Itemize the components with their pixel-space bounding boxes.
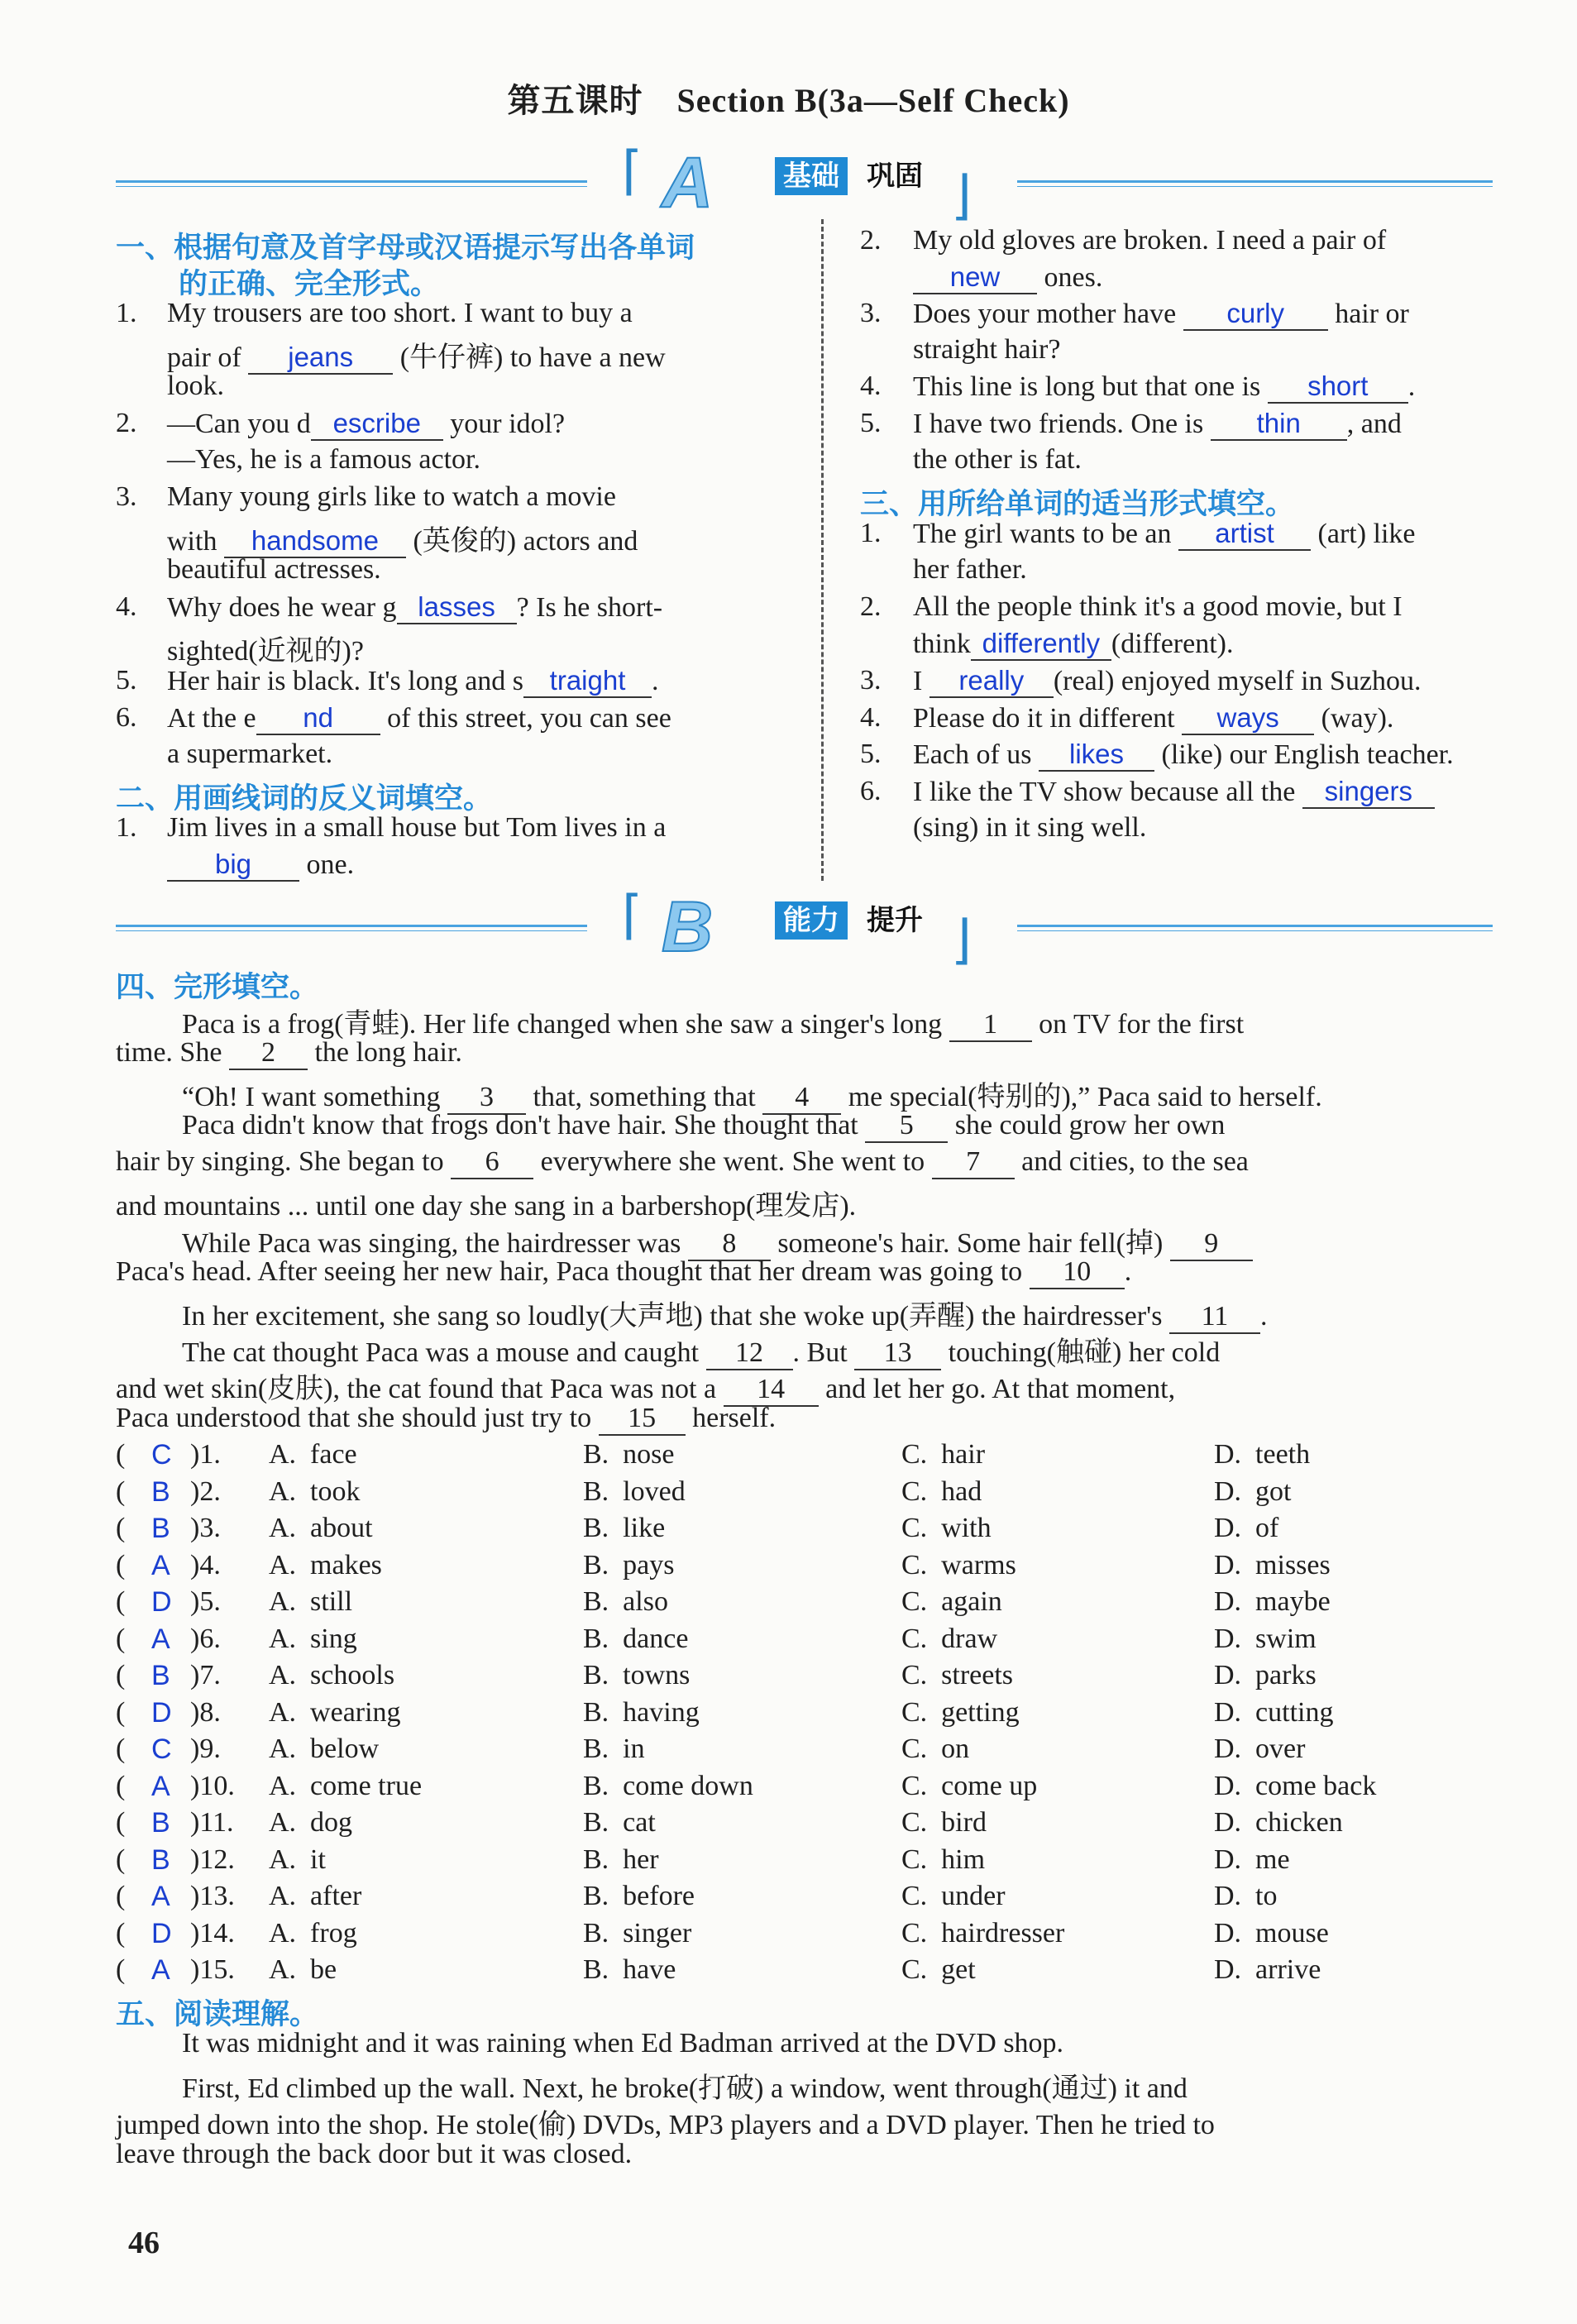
- choice-number: )7.: [190, 1660, 221, 1690]
- choice-answer[interactable]: B: [151, 1513, 170, 1544]
- banner-letter-a: A: [662, 143, 714, 222]
- part4-heading: 四、完形填空。: [116, 971, 319, 1004]
- p2-q5-line-b: the other is fat.: [913, 444, 1082, 475]
- p1-q4-line-b: sighted(近视的)?: [167, 636, 364, 667]
- cloze-blank-14[interactable]: 14: [724, 1374, 819, 1407]
- p3-q5-text-a1: Each of us: [913, 739, 1032, 770]
- p2-q2-answer[interactable]: new: [913, 261, 1037, 294]
- banner-line-right: [1017, 180, 1493, 187]
- choice-option-c[interactable]: C. streets: [901, 1660, 1014, 1690]
- choice-number: )9.: [190, 1733, 221, 1764]
- p3-q1-num: 1.: [860, 518, 882, 548]
- choice-option-c[interactable]: C. with: [901, 1513, 992, 1543]
- p3-q2-line-b: [913, 628, 1233, 661]
- cloze-blank-3[interactable]: 3: [447, 1082, 526, 1115]
- p3-q1-line-a: [913, 518, 1416, 551]
- p3-q5-text-a2: (like) our English teacher.: [1161, 739, 1454, 770]
- p1-q2-line-b: —Yes, he is a famous actor.: [167, 444, 480, 475]
- cloze-line-5: [116, 1146, 1249, 1179]
- p2-q2-line-a: My old gloves are broken. I need a pair of: [913, 225, 1387, 256]
- p3-q3-text-a2: (real) enjoyed myself in Suzhou.: [1053, 666, 1422, 696]
- p2-q3-num: 3.: [860, 298, 882, 328]
- banner-text-a: 巩固: [867, 160, 923, 193]
- p2-q2-text-b: ones.: [1044, 262, 1103, 293]
- choice-option-a[interactable]: A. after: [269, 1881, 362, 1911]
- p1-q4-text-a2: ? Is he short-: [516, 592, 663, 623]
- choice-option-b[interactable]: B. like: [583, 1513, 666, 1543]
- p2-q3-line-b: straight hair?: [913, 334, 1061, 365]
- p2-q5-num: 5.: [860, 408, 882, 438]
- p3-q2-text-b1: think: [913, 629, 971, 659]
- p1-q3-text-b2: (英俊的) actors and: [413, 526, 638, 557]
- choice-answer[interactable]: A: [151, 1549, 170, 1581]
- choice-option-a[interactable]: A. still: [269, 1586, 353, 1617]
- choice-number: )12.: [190, 1843, 235, 1875]
- p2-q4-text-a1: This line is long but that one is: [913, 371, 1261, 402]
- cloze-text: Paca didn't know that frogs don't have hair. She thought that: [182, 1110, 858, 1140]
- p1-q1-line-c: look.: [167, 371, 224, 401]
- choice-number: )3.: [190, 1513, 221, 1543]
- p3-q4-answer[interactable]: ways: [1182, 702, 1314, 735]
- choice-answer[interactable]: A: [151, 1770, 170, 1802]
- cloze-blank-13[interactable]: 13: [854, 1337, 941, 1370]
- choice-option-c[interactable]: C. warms: [901, 1549, 1016, 1580]
- p2-q1-answer[interactable]: big: [167, 849, 299, 882]
- reading-line-4: leave through the back door but it was closed.: [116, 2139, 633, 2169]
- choice-answer[interactable]: B: [151, 1475, 170, 1508]
- choice-option-b[interactable]: B. cat: [583, 1807, 656, 1838]
- p1-q3-text-b1: with: [167, 526, 217, 557]
- choice-option-d[interactable]: D. to: [1214, 1881, 1278, 1911]
- choice-option-a[interactable]: A. be: [269, 1954, 337, 1985]
- cloze-text: and wet skin(皮肤), the cat found that Paca was not a: [116, 1374, 717, 1404]
- part1-heading-1: 一、根据句意及首字母或汉语提示写出各单词: [116, 232, 695, 265]
- cloze-text: hair by singing. She began to: [116, 1146, 444, 1177]
- choice-paren: (: [116, 1660, 126, 1690]
- part2-heading: 二、用画线词的反义词填空。: [116, 782, 493, 815]
- p3-q3-num: 3.: [860, 665, 882, 696]
- cloze-text: herself.: [692, 1403, 777, 1433]
- choice-option-b[interactable]: B. in: [583, 1733, 645, 1764]
- choice-option-b[interactable]: B. towns: [583, 1660, 691, 1690]
- banner-letter-b: B: [662, 887, 714, 967]
- p1-q6-num: 6.: [116, 702, 137, 733]
- p3-q4-line-a: [913, 702, 1393, 735]
- choice-number: )5.: [190, 1586, 221, 1617]
- p2-q2-line-b: [913, 261, 1102, 294]
- p1-q1-answer[interactable]: jeans: [248, 342, 393, 375]
- choice-option-d[interactable]: D. swim: [1214, 1623, 1317, 1654]
- choice-option-a[interactable]: A. come true: [269, 1770, 423, 1801]
- cloze-blank-12[interactable]: 12: [706, 1337, 793, 1370]
- reading-line-3: jumped down into the shop. He stole(偷) DVDs, MP3 players and a DVD player. Then he tried to: [116, 2110, 1215, 2140]
- choice-paren: (: [116, 1881, 126, 1911]
- p1-q6-line-b: a supermarket.: [167, 739, 333, 769]
- choice-option-a[interactable]: A. dog: [269, 1807, 353, 1838]
- p1-q1-line-b: [167, 334, 666, 375]
- choice-option-a[interactable]: A. sing: [269, 1623, 357, 1654]
- choice-option-a[interactable]: A. schools: [269, 1660, 395, 1690]
- choice-paren: (: [116, 1770, 126, 1801]
- choice-answer[interactable]: A: [151, 1881, 170, 1912]
- choice-number: )13.: [190, 1881, 235, 1911]
- cloze-line-2: [116, 1037, 462, 1070]
- choice-paren: (: [116, 1475, 126, 1507]
- p1-q5-text-a2: .: [652, 666, 659, 696]
- p1-q2-answer[interactable]: escribe: [311, 408, 443, 441]
- choice-answer[interactable]: C: [151, 1733, 172, 1765]
- reading-line-2: First, Ed climbed up the wall. Next, he broke(打破) a window, went through(通过) it and: [182, 2073, 1188, 2104]
- choice-option-c[interactable]: C. had: [901, 1475, 982, 1507]
- banner-text-b: 提升: [867, 904, 923, 937]
- p3-q1-line-b: her father.: [913, 554, 1027, 585]
- choice-option-c[interactable]: C. under: [901, 1881, 1006, 1911]
- p1-q2-text-a1: —Can you d: [167, 409, 311, 439]
- cloze-text: Paca is a frog(青蛙). Her life changed when she saw a singer's long: [182, 1009, 943, 1040]
- p1-q3-num: 3.: [116, 481, 137, 512]
- choice-option-b[interactable]: B. nose: [583, 1439, 675, 1470]
- cloze-blank-11[interactable]: 11: [1169, 1301, 1260, 1334]
- cloze-blank-4[interactable]: 4: [762, 1082, 841, 1115]
- p1-q1-line-a: My trousers are too short. I want to buy a: [167, 298, 633, 328]
- banner-b: [116, 885, 1493, 971]
- cloze-text: In her excitement, she sang so loudly(大声地) that she woke up(弄醒) the hairdresser's: [182, 1301, 1163, 1332]
- choice-paren: (: [116, 1696, 126, 1728]
- choice-option-b[interactable]: B. also: [583, 1586, 668, 1617]
- choice-option-a[interactable]: A. makes: [269, 1549, 382, 1580]
- p1-q5-answer[interactable]: traight: [523, 665, 652, 698]
- choice-option-b[interactable]: B. having: [583, 1696, 700, 1728]
- choice-option-d[interactable]: D. chicken: [1214, 1807, 1343, 1838]
- p1-q2-num: 2.: [116, 408, 137, 438]
- cloze-text: time. She: [116, 1037, 222, 1068]
- cloze-text: someone's hair. Some hair fell(掉): [777, 1228, 1164, 1259]
- choice-answer[interactable]: D: [151, 1917, 172, 1949]
- p2-q1-text-b: one.: [306, 849, 355, 880]
- cloze-blank-1[interactable]: 1: [949, 1009, 1032, 1042]
- cloze-text: Paca's head. After seeing her new hair, Paca thought that her dream was going to: [116, 1256, 1023, 1287]
- choice-option-c[interactable]: C. hair: [901, 1439, 986, 1470]
- choice-paren: (: [116, 1954, 126, 1985]
- choice-option-c[interactable]: C. on: [901, 1733, 970, 1764]
- choice-option-a[interactable]: A. below: [269, 1733, 380, 1764]
- p3-q5-answer[interactable]: likes: [1039, 739, 1154, 772]
- p1-q6-text-a1: At the e: [167, 703, 256, 734]
- cloze-text: .: [1124, 1256, 1132, 1287]
- p3-q1-text-a1: The girl wants to be an: [913, 519, 1172, 549]
- choice-number: )4.: [190, 1549, 221, 1580]
- choice-option-c[interactable]: C. draw: [901, 1623, 998, 1654]
- cloze-text: touching(触碰) her cold: [948, 1337, 1221, 1368]
- choice-option-b[interactable]: B. loved: [583, 1475, 686, 1507]
- p3-q3-answer[interactable]: really: [929, 665, 1054, 698]
- p1-q5-text-a1: Her hair is black. It's long and s: [167, 666, 524, 696]
- p2-q4-answer[interactable]: short: [1268, 371, 1408, 404]
- choice-option-c[interactable]: C. him: [901, 1843, 986, 1875]
- p3-q4-num: 4.: [860, 702, 882, 733]
- choice-option-d[interactable]: D. cutting: [1214, 1696, 1334, 1728]
- choice-option-a[interactable]: A. frog: [269, 1917, 357, 1949]
- column-divider: [821, 219, 824, 881]
- choice-answer[interactable]: D: [151, 1696, 172, 1729]
- choice-option-b[interactable]: B. come down: [583, 1770, 753, 1801]
- choice-option-b[interactable]: B. have: [583, 1954, 676, 1985]
- choice-option-b[interactable]: B. her: [583, 1843, 659, 1875]
- cloze-line-10: [182, 1329, 1220, 1370]
- p1-q3-line-a: Many young girls like to watch a movie: [167, 481, 616, 512]
- cloze-blank-10[interactable]: 10: [1030, 1256, 1125, 1289]
- cloze-text: everywhere she went. She went to: [540, 1146, 925, 1177]
- reading-line-1: It was midnight and it was raining when Ed Badman arrived at the DVD shop.: [182, 2028, 1064, 2059]
- choice-option-d[interactable]: D. come back: [1214, 1770, 1377, 1801]
- choice-paren: (: [116, 1733, 126, 1764]
- p2-q1-line-b: [167, 849, 354, 882]
- choice-answer[interactable]: C: [151, 1439, 172, 1470]
- p2-q4-text-a2: .: [1407, 371, 1416, 402]
- choice-number: )15.: [190, 1954, 235, 1985]
- p3-q5-num: 5.: [860, 739, 882, 769]
- part3-heading: 三、用所给单词的适当形式填空。: [860, 488, 1295, 521]
- p1-q2-line-a: [167, 408, 565, 441]
- p1-q6-line-a: [167, 702, 671, 735]
- cloze-line-7: [182, 1220, 1253, 1261]
- p2-q5-text-a2: , and: [1346, 409, 1402, 439]
- choice-number: )10.: [190, 1770, 235, 1801]
- p3-q2-text-b2: (different).: [1111, 629, 1234, 659]
- cloze-text: “Oh! I want something: [182, 1082, 441, 1112]
- p3-q1-text-a2: (art) like: [1317, 519, 1416, 549]
- cloze-line-11: [116, 1365, 1175, 1407]
- cloze-text: she could grow her own: [954, 1110, 1226, 1140]
- choice-answer[interactable]: A: [151, 1623, 170, 1655]
- p1-q1-num: 1.: [116, 298, 137, 328]
- p2-q5-line-a: [913, 408, 1402, 441]
- p2-q1-num: 1.: [116, 812, 137, 843]
- p1-q4-line-a: [167, 591, 662, 624]
- choice-option-d[interactable]: D. of: [1214, 1513, 1279, 1543]
- cloze-blank-8[interactable]: 8: [688, 1228, 771, 1261]
- cloze-line-9: [182, 1293, 1267, 1334]
- choice-option-b[interactable]: B. dance: [583, 1623, 689, 1654]
- cloze-line-12: [116, 1403, 776, 1436]
- part1-heading-2: 的正确、完全形式。: [179, 268, 440, 301]
- cloze-blank-7[interactable]: 7: [932, 1146, 1015, 1179]
- bracket-right-icon: ⌋: [951, 165, 972, 227]
- p1-q6-text-a2: of this street, you can see: [387, 703, 671, 734]
- p2-q1-line-a: Jim lives in a small house but Tom lives in a: [167, 812, 667, 843]
- p1-q3-answer[interactable]: handsome: [224, 525, 406, 558]
- bracket-right-icon: ⌋: [951, 910, 972, 971]
- banner-line-left: [116, 925, 587, 931]
- p2-q3-text-a2: hair or: [1335, 299, 1409, 329]
- cloze-blank-5[interactable]: 5: [865, 1110, 948, 1143]
- choice-option-c[interactable]: C. get: [901, 1954, 976, 1985]
- choice-option-a[interactable]: A. about: [269, 1513, 373, 1543]
- p1-q1-text-b1: pair of: [167, 342, 241, 373]
- p1-q6-answer[interactable]: nd: [256, 702, 380, 735]
- page-number: 46: [128, 2226, 160, 2260]
- p1-q5-num: 5.: [116, 665, 137, 696]
- choice-number: )14.: [190, 1917, 235, 1949]
- choice-option-d[interactable]: D. mouse: [1214, 1917, 1329, 1949]
- bracket-left-icon: ⌈: [622, 885, 643, 946]
- choice-option-c[interactable]: C. bird: [901, 1807, 987, 1838]
- choice-paren: (: [116, 1513, 126, 1543]
- p1-q4-num: 4.: [116, 591, 137, 622]
- p1-q4-text-a1: Why does he wear g: [167, 592, 397, 623]
- choice-paren: (: [116, 1807, 126, 1838]
- choice-answer[interactable]: B: [151, 1843, 170, 1876]
- cloze-text: While Paca was singing, the hairdresser was: [182, 1228, 681, 1259]
- choice-answer[interactable]: B: [151, 1660, 170, 1691]
- p2-q2-num: 2.: [860, 225, 882, 256]
- p3-q1-answer[interactable]: artist: [1178, 518, 1311, 551]
- choice-option-d[interactable]: D. me: [1214, 1843, 1290, 1875]
- p3-q6-line-a: [913, 776, 1435, 809]
- choice-option-a[interactable]: A. face: [269, 1439, 357, 1470]
- p2-q4-line-a: [913, 371, 1415, 404]
- choice-option-d[interactable]: D. parks: [1214, 1660, 1317, 1690]
- p1-q2-text-a2: your idol?: [450, 409, 566, 439]
- p3-q2-num: 2.: [860, 591, 882, 622]
- cloze-text: the long hair.: [314, 1037, 462, 1068]
- choice-number: )8.: [190, 1696, 221, 1728]
- p2-q5-answer[interactable]: thin: [1211, 408, 1347, 441]
- cloze-line-3: [182, 1074, 1322, 1115]
- choice-paren: (: [116, 1439, 126, 1470]
- choice-option-d[interactable]: D. maybe: [1214, 1586, 1331, 1617]
- choice-option-a[interactable]: A. took: [269, 1475, 361, 1507]
- p1-q4-answer[interactable]: lasses: [397, 591, 517, 624]
- choice-paren: (: [116, 1549, 126, 1580]
- choice-answer[interactable]: D: [151, 1586, 172, 1618]
- cloze-text: that, something that: [533, 1082, 756, 1112]
- choice-paren: (: [116, 1623, 126, 1654]
- choice-answer[interactable]: A: [151, 1954, 170, 1986]
- banner-tag-a: 基础: [775, 157, 848, 195]
- p3-q6-answer[interactable]: singers: [1302, 776, 1435, 809]
- p3-q2-line-a: All the people think it's a good movie, but I: [913, 591, 1403, 622]
- choice-option-b[interactable]: B. singer: [583, 1917, 692, 1949]
- banner-line-left: [116, 180, 587, 187]
- choice-option-d[interactable]: D. got: [1214, 1475, 1292, 1507]
- p3-q5-line-a: [913, 739, 1454, 772]
- p2-q5-text-a1: I have two friends. One is: [913, 409, 1204, 439]
- banner-a: [116, 141, 1493, 227]
- banner-line-right: [1017, 925, 1493, 931]
- part5-heading: 五、阅读理解。: [116, 1998, 319, 2031]
- cloze-blank-15[interactable]: 15: [599, 1403, 686, 1436]
- choice-option-d[interactable]: D. misses: [1214, 1549, 1331, 1580]
- choice-number: )11.: [190, 1807, 234, 1838]
- choice-paren: (: [116, 1586, 126, 1617]
- choice-number: )6.: [190, 1623, 221, 1654]
- p3-q6-line-b: (sing) in it sing well.: [913, 812, 1147, 843]
- cloze-blank-6[interactable]: 6: [451, 1146, 533, 1179]
- choice-option-a[interactable]: A. it: [269, 1843, 326, 1875]
- p3-q6-num: 6.: [860, 776, 882, 806]
- choice-number: )1.: [190, 1439, 221, 1470]
- cloze-text: me special(特别的),” Paca said to herself.: [848, 1082, 1322, 1112]
- p3-q3-text-a1: I: [913, 666, 923, 696]
- choice-option-c[interactable]: C. hairdresser: [901, 1917, 1065, 1949]
- choice-paren: (: [116, 1843, 126, 1875]
- p3-q2-answer[interactable]: differently: [971, 628, 1111, 661]
- choice-option-d[interactable]: D. over: [1214, 1733, 1306, 1764]
- cloze-text: . But: [792, 1337, 848, 1368]
- p1-q5-line-a: [167, 665, 659, 698]
- cloze-text: on TV for the first: [1039, 1009, 1245, 1040]
- cloze-line-4: [182, 1110, 1225, 1143]
- p1-q1-text-b2: (牛仔裤) to have a new: [399, 342, 666, 373]
- p3-q6-text-a1: I like the TV show because all the: [913, 777, 1296, 807]
- cloze-line-6: and mountains ... until one day she sang in a barbershop(理发店).: [116, 1191, 857, 1222]
- p2-q4-num: 4.: [860, 371, 882, 401]
- p2-q3-answer[interactable]: curly: [1183, 298, 1328, 331]
- choice-option-d[interactable]: D. teeth: [1214, 1439, 1311, 1470]
- choice-option-c[interactable]: C. again: [901, 1586, 1002, 1617]
- p3-q4-text-a2: (way).: [1321, 703, 1394, 734]
- choice-option-c[interactable]: C. come up: [901, 1770, 1038, 1801]
- cloze-blank-2[interactable]: 2: [229, 1037, 308, 1070]
- choice-number: )2.: [190, 1475, 221, 1507]
- cloze-blank-9[interactable]: 9: [1170, 1228, 1253, 1261]
- banner-tag-b: 能力: [775, 901, 848, 940]
- choice-answer[interactable]: B: [151, 1807, 170, 1839]
- choice-option-a[interactable]: A. wearing: [269, 1696, 401, 1728]
- cloze-text: Paca understood that she should just try to: [116, 1403, 592, 1433]
- p1-q3-line-b: [167, 518, 638, 558]
- p3-q4-text-a1: Please do it in different: [913, 703, 1175, 734]
- bracket-left-icon: ⌈: [622, 141, 643, 202]
- p2-q3-text-a1: Does your mother have: [913, 299, 1177, 329]
- choice-option-b[interactable]: B. before: [583, 1881, 695, 1911]
- cloze-text: .: [1259, 1301, 1268, 1332]
- cloze-line-8: [116, 1256, 1131, 1289]
- p1-q3-line-c: beautiful actresses.: [167, 554, 381, 585]
- choice-option-d[interactable]: D. arrive: [1214, 1954, 1321, 1985]
- choice-option-c[interactable]: C. getting: [901, 1696, 1020, 1728]
- cloze-text: and let her go. At that moment,: [825, 1374, 1176, 1404]
- p2-q3-line-a: [913, 298, 1409, 331]
- cloze-line-1: [182, 1001, 1244, 1042]
- choice-option-b[interactable]: B. pays: [583, 1549, 675, 1580]
- choice-paren: (: [116, 1917, 126, 1949]
- p3-q3-line-a: [913, 665, 1422, 698]
- cloze-text: The cat thought Paca was a mouse and caught: [182, 1337, 700, 1368]
- cloze-text: and cities, to the sea: [1021, 1146, 1249, 1177]
- page-title: 第五课时 Section B(3a—Self Check): [507, 82, 1070, 119]
